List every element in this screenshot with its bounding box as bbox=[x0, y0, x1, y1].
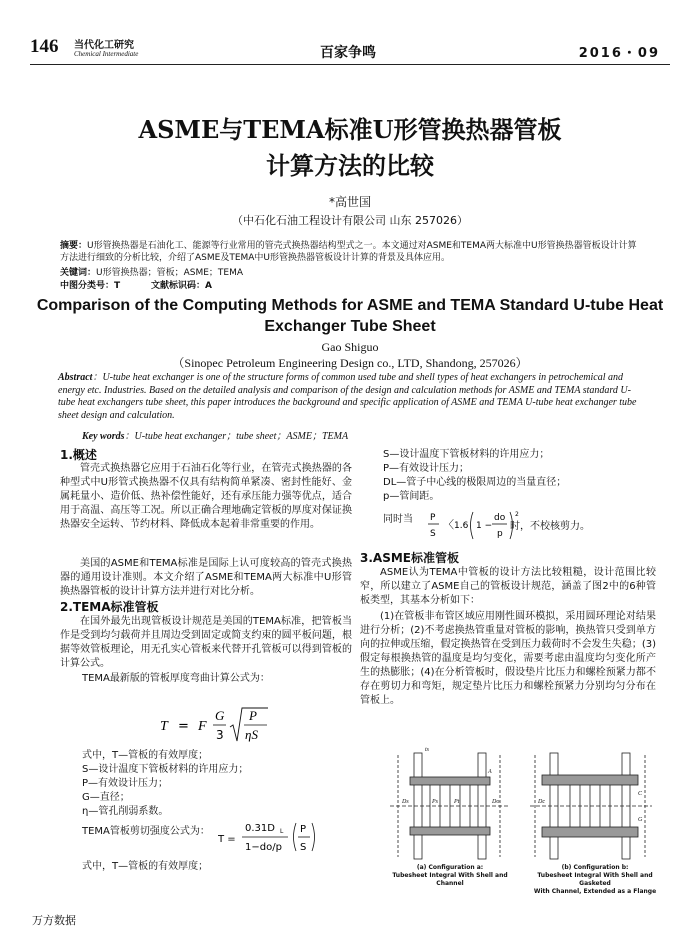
formula2-sub: L bbox=[280, 828, 284, 835]
formula1-den: 3 bbox=[216, 728, 224, 742]
author: *高世国 bbox=[328, 195, 371, 209]
caption-b bbox=[530, 864, 660, 896]
figure-a bbox=[390, 753, 510, 859]
section2-para1: 在国外最先出现管板设计规范是美国的TEMA标准，把管板当作是受到均匀载荷并且周边受到固定或简支约束的圆平板问题，根据等效管板理论，用无孔实心管板来代替开孔管板可以得到管板的计算公式。 bbox=[60, 616, 352, 669]
condition-suffix: 时，不校核剪力。 bbox=[510, 521, 590, 532]
label-dc-b: Dc bbox=[538, 799, 545, 805]
formula1-num: G bbox=[215, 708, 225, 723]
abstract-cn-label: 摘要： bbox=[60, 241, 88, 251]
english-abstract-label: Abstract bbox=[58, 372, 93, 383]
english-author: Gao Shiguo bbox=[321, 340, 379, 354]
def-item: P—有效设计压力； bbox=[383, 463, 470, 474]
formula3-s: S bbox=[430, 529, 436, 539]
formula3-one: 1 − bbox=[476, 521, 493, 531]
caption-b-line3: With Channel, Extended as a Flange bbox=[533, 888, 657, 895]
formula2-s: S bbox=[300, 842, 307, 853]
issue-number: 2016・09 bbox=[578, 46, 660, 61]
formula3-exp: 2 bbox=[515, 511, 519, 518]
section1-para2: 美国的ASME和TEMA标准是国际上认可度较高的管壳式换热器的通用设计准则。本文介绍了ASME和TEMA两大标准中U形管换热器管板的设计计算方法并进行对比分析。 bbox=[60, 558, 352, 597]
english-abstract bbox=[58, 372, 644, 422]
formula2-lhs: T = bbox=[218, 834, 236, 845]
keywords-cn bbox=[60, 267, 645, 279]
formula-shear bbox=[218, 818, 328, 858]
label-ps-a: Ps bbox=[432, 799, 438, 805]
formula3-lt: 〈 bbox=[443, 518, 454, 531]
formula-bending bbox=[160, 705, 300, 745]
section2-heading: 2.TEMA标准管板 bbox=[60, 600, 159, 614]
label-g-b: G bbox=[638, 817, 643, 823]
section-label: 百家争鸣 bbox=[320, 45, 376, 61]
formula2-left-paren bbox=[294, 823, 297, 851]
label-ds-a: Ds bbox=[402, 799, 409, 805]
label-a-a: A bbox=[488, 769, 492, 775]
doc-code-label: 文献标识码： bbox=[151, 281, 206, 291]
abstract-cn bbox=[60, 240, 645, 264]
section2-para2: TEMA最新版的管板厚度弯曲计算公式为： bbox=[82, 673, 270, 684]
tubesheet-flange-b2 bbox=[542, 827, 638, 837]
paper-title-line2: 计算方法的比较 bbox=[266, 151, 434, 180]
formula3-k: 1.6 bbox=[454, 521, 469, 531]
formula2-den: 1−do/p bbox=[245, 842, 282, 853]
shear-formula-label: TEMA管板剪切强度公式为： bbox=[82, 826, 210, 837]
def-item: S—设计温度下管板材料的许用应力； bbox=[383, 449, 550, 460]
affiliation: （中石化石油工程设计有限公司 山东 257026） bbox=[232, 214, 468, 227]
abstract-cn-text: U形管换热器是石油化工、能源等行业常用的管壳式换热器结构型式之一。本文通过对ASME和TEMA两大标准中U形管换热器管板设计计算方法进行细致的分析比较，介绍了ASME及TEMA中U形管换热器管板设计计算的背景及具体应用。 bbox=[60, 241, 637, 263]
def-item: p—管间距。 bbox=[383, 491, 440, 502]
formula3-p: P bbox=[430, 513, 436, 523]
caption-a-line2: Tubesheet Integral With Shell and Channel bbox=[392, 872, 508, 887]
def-item: S—设计温度下管板材料的许用应力； bbox=[82, 764, 249, 775]
clc-value: T bbox=[114, 281, 121, 291]
english-keywords bbox=[82, 427, 348, 442]
formula2-right-paren bbox=[312, 823, 315, 851]
caption-b-line2: Tubesheet Integral With Shell and Gasketed bbox=[537, 872, 653, 887]
english-abstract-text: ：U-tube heat exchanger is one of the structure forms of common used tube and shell types of heat exchangers in petrochemical and energy etc. Industries. Based on the detailed analysis and comparison of the design and calculation methods for ASME and TEMA standard U-tube heat exchangers tube sheet, this paper introduces the background and specific application of ASME and TEMA U-tube heat exchanger tube sheet design and calculation. bbox=[58, 372, 637, 421]
section3-heading: 3.ASME标准管板 bbox=[360, 551, 459, 565]
section3-para1: ASME认为TEMA中管板的设计方法比较粗糙，设计范围比较窄，所以建立了ASME自己的管板设计规范，涵盖了图2中的6种管板类型，其基本分析如下： bbox=[360, 567, 656, 606]
page-number: 146 bbox=[30, 36, 59, 57]
label-c-b: C bbox=[638, 791, 643, 797]
formula2-p: P bbox=[300, 824, 307, 835]
def-item: G—直径； bbox=[82, 792, 130, 803]
tubesheet-flange-b bbox=[542, 775, 638, 785]
classification bbox=[60, 280, 645, 292]
caption-b-line1: (b) Configuration b: bbox=[561, 864, 629, 871]
formula1-F: F bbox=[198, 719, 207, 734]
section3-para2: (1)在管板非布管区域应用刚性圆环模拟，采用圆环理论对结果进行分析；(2)不考虑换热管重量对管板的影响，换热管只受到单方向的拉伸或压缩，假定换热管在受到压力载荷时不会发生失稳；(3)假定每根换热管的温度是均匀变化，需要考虑由温度均匀变化所产生的热膨胀；(4)在分析管板时，假设垫片比压力和螺栓预紧力都不存在剪切力和弯矩，规定垫片比压力和螺栓预紧力分别均匀分布在管板上。 bbox=[360, 611, 656, 706]
journal-name-cn: 当代化工研究 bbox=[74, 40, 134, 51]
section1-para1: 管壳式换热器它应用于石油石化等行业，在管壳式换热器的各种型式中U形管式换热器不仅具有结构简单紧凑、密封性能好、金属耗量小、造价低、热补偿性能好，还有承压能力强等优点，适合用于高温、高压等工况。所以正确合理地确定管板的厚度对保证换热器安全运转、节约材料、降低成本起着非常重要的作用。 bbox=[60, 463, 352, 530]
formula3-do: do bbox=[494, 513, 506, 523]
tubesheet-a2 bbox=[410, 827, 490, 835]
formula1-root-num: P bbox=[249, 708, 257, 723]
label-do-a: Do bbox=[492, 799, 500, 805]
label-pt-a: Pt bbox=[454, 799, 460, 805]
formula3-pp: p bbox=[497, 529, 503, 539]
figure-b bbox=[530, 753, 652, 859]
label-ts-a: ts bbox=[425, 747, 430, 753]
keywords-cn-label: 关键词： bbox=[60, 268, 97, 278]
english-affiliation: （Sinopec Petroleum Engineering Design co., LTD, Shandong, 257026） bbox=[172, 356, 528, 370]
english-keywords-text: ：U-tube heat exchanger；tube sheet；ASME；TEMA bbox=[124, 431, 349, 442]
formula1-eq: = bbox=[178, 719, 189, 734]
footer-watermark: 万方数据 bbox=[32, 914, 76, 927]
clc-label: 中图分类号： bbox=[60, 281, 115, 291]
caption-a-line1: (a) Configuration a: bbox=[416, 864, 484, 871]
english-title-line1: Comparison of the Computing Methods for ASME and TEMA Standard U-tube Heat bbox=[36, 297, 664, 314]
definitions-3 bbox=[383, 448, 653, 504]
formula1-root-den: ηS bbox=[245, 727, 258, 742]
paper-title-line1: ASME与TEMA标准U形管换热器管板 bbox=[138, 115, 562, 144]
formula2-num: 0.31D bbox=[245, 823, 275, 834]
definitions-1 bbox=[82, 749, 352, 819]
section1-heading: 1.概述 bbox=[60, 448, 97, 462]
definitions-2: 式中，T—管板的有效厚度； bbox=[82, 861, 209, 872]
def-item: 式中，T—管板的有效厚度； bbox=[82, 750, 209, 761]
doc-code-value: A bbox=[205, 281, 213, 291]
caption-a bbox=[390, 864, 510, 888]
tubesheet-a bbox=[410, 777, 490, 785]
condition-prefix: 同时当 bbox=[383, 514, 413, 525]
journal-name-en: Chemical Intermediate bbox=[74, 50, 139, 58]
english-keywords-label: Key words bbox=[82, 431, 125, 442]
def-item: P—有效设计压力； bbox=[82, 778, 169, 789]
def-item: η—管孔削弱系数。 bbox=[82, 806, 169, 817]
english-title-line2: Exchanger Tube Sheet bbox=[264, 318, 436, 335]
def-item: DL—管子中心线的极限周边的当量直径； bbox=[383, 477, 567, 488]
formula3-left-paren bbox=[471, 512, 474, 539]
formula-condition bbox=[426, 508, 522, 542]
keywords-cn-text: U形管换热器；管板；ASME；TEMA bbox=[96, 268, 244, 278]
header-rule bbox=[30, 64, 670, 65]
formula1-lhs: T bbox=[160, 719, 168, 734]
